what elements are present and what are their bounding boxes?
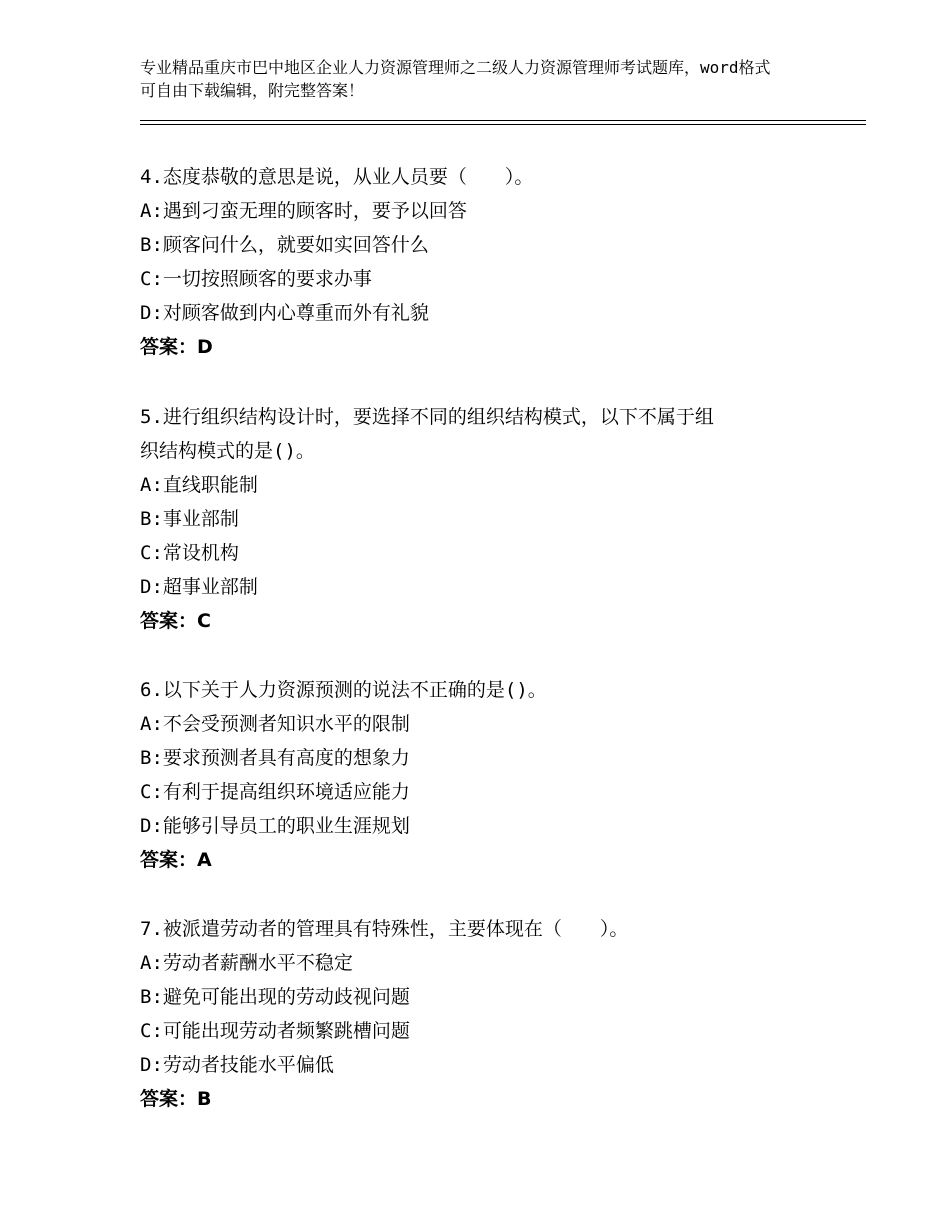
- option-a: A:遇到刁蛮无理的顾客时，要予以回答: [140, 200, 467, 222]
- option-d: D:能够引导员工的职业生涯规划: [140, 815, 410, 837]
- question-7: [140, 912, 820, 1116]
- option-a: A:不会受预测者知识水平的限制: [140, 713, 410, 735]
- question-4: [140, 160, 820, 364]
- question-stem: 6.以下关于人力资源预测的说法不正确的是()。: [140, 679, 547, 701]
- option-b: B:要求预测者具有高度的想象力: [140, 747, 410, 769]
- answer-label: 答案：B: [140, 1088, 212, 1110]
- answer-label: 答案：A: [140, 849, 212, 871]
- option-b: B:顾客问什么，就要如实回答什么: [140, 234, 429, 256]
- question-stem: 4.态度恭敬的意思是说，从业人员要（ ）。: [140, 166, 534, 188]
- answer-label: 答案：D: [140, 336, 213, 358]
- document-header-title: 专业精品重庆市巴中地区企业人力资源管理师之二级人力资源管理师考试题库，word格式可自由下载编辑，附完整答案！: [140, 58, 771, 100]
- question-6: [140, 673, 820, 877]
- answer-label: 答案：C: [140, 610, 211, 632]
- header-divider-bottom: [140, 124, 866, 125]
- option-a: A:直线职能制: [140, 474, 258, 496]
- option-d: D:超事业部制: [140, 576, 258, 598]
- option-b: B:避免可能出现的劳动歧视问题: [140, 986, 410, 1008]
- option-c: C:可能出现劳动者频繁跳槽问题: [140, 1020, 410, 1042]
- question-stem: 7.被派遣劳动者的管理具有特殊性，主要体现在（ ）。: [140, 918, 629, 940]
- option-c: C:一切按照顾客的要求办事: [140, 268, 372, 290]
- header-divider-top: [140, 120, 866, 121]
- option-c: C:常设机构: [140, 542, 239, 564]
- option-d: D:劳动者技能水平偏低: [140, 1054, 334, 1076]
- question-5: [140, 400, 820, 638]
- option-b: B:事业部制: [140, 508, 239, 530]
- question-stem-line-2: 织结构模式的是()。: [140, 440, 315, 462]
- option-c: C:有利于提高组织环境适应能力: [140, 781, 410, 803]
- option-d: D:对顾客做到内心尊重而外有礼貌: [140, 302, 429, 324]
- option-a: A:劳动者薪酬水平不稳定: [140, 952, 353, 974]
- question-stem-line-1: 5.进行组织结构设计时，要选择不同的组织结构模式，以下不属于组: [140, 406, 714, 428]
